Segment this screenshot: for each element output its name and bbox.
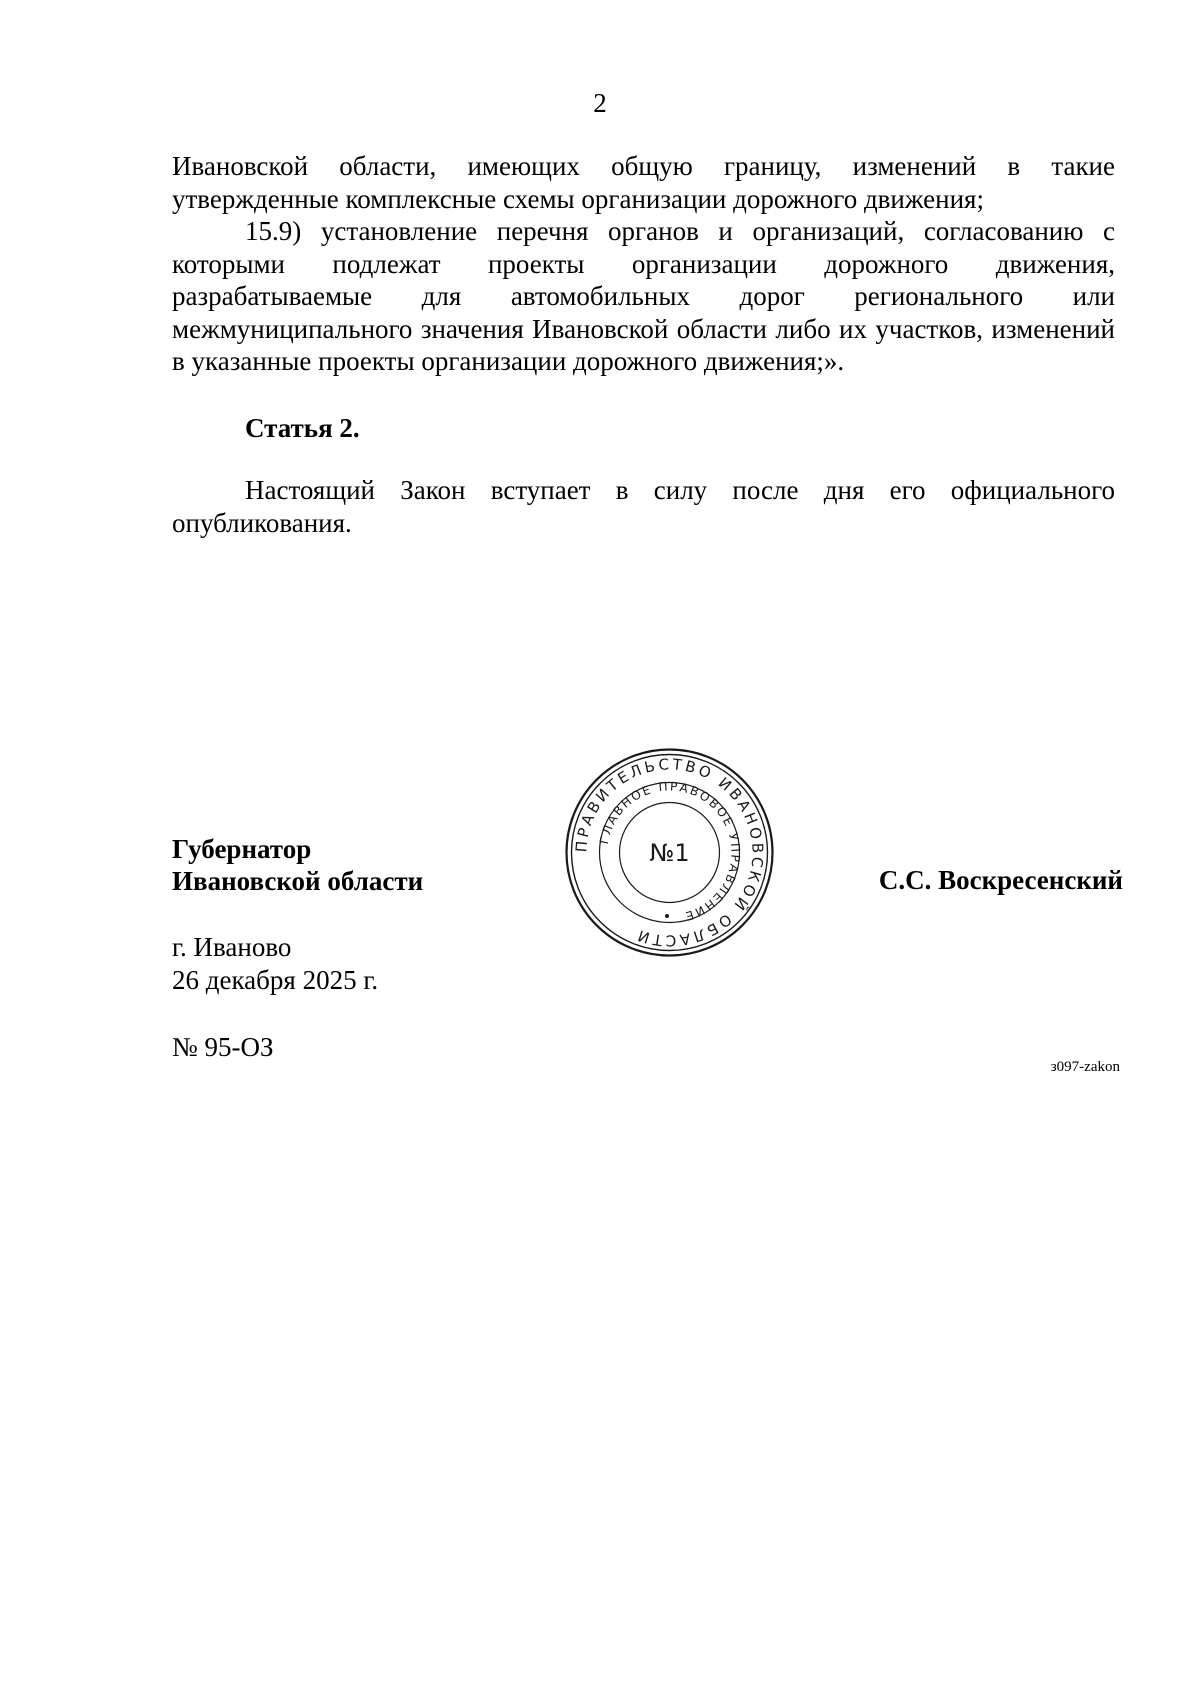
- date: 26 декабря 2025 г.: [172, 965, 379, 995]
- seal-ring-text: ПРАВИТЕЛЬСТВО ИВАНОВСКОЙ ОБЛАСТИ: [572, 755, 767, 950]
- place: г. Иваново: [172, 932, 292, 962]
- paragraph-continuation: Ивановской области, имеющих общую границу, изменений в такие утвержденные комплексные схемы организации дорожного движения;: [172, 151, 1115, 214]
- law-number: № 95-ОЗ: [172, 1032, 274, 1062]
- article-body: [172, 474, 1115, 539]
- seal-dot-mark: [665, 914, 669, 918]
- seal-center-number: №1: [649, 839, 690, 867]
- official-seal-stamp: [563, 746, 776, 959]
- file-code: з097-zakon: [1050, 1059, 1120, 1075]
- signatory-title-line1: Губернатор: [172, 834, 312, 864]
- place-and-date: [172, 931, 378, 997]
- law-text-continuation: [172, 150, 1115, 378]
- paragraph-15-9: 15.9) установление перечня органов и организаций, согласованию с которыми подлежат проекты организации дорожного движения, разрабатываемые для автомобильных дорог регионального или межмуниципального значения Ивановской области либо их участков, изменений в указанные проекты организации дорожного движения;».: [172, 216, 1115, 376]
- page-number: 2: [593, 88, 607, 118]
- article-heading: Статья 2.: [245, 413, 360, 443]
- seal-inner-text: ГЛАВНОЕ ПРАВОВОЕ УПРАВЛЕНИЕ: [597, 779, 743, 924]
- signatory-name: С.С. Воскресенский: [878, 865, 1123, 895]
- signatory-title-line2: Ивановской области: [172, 866, 424, 896]
- signatory-title: [172, 833, 423, 897]
- article-text: Настоящий Закон вступает в силу после дня его официального опубликования.: [172, 475, 1115, 538]
